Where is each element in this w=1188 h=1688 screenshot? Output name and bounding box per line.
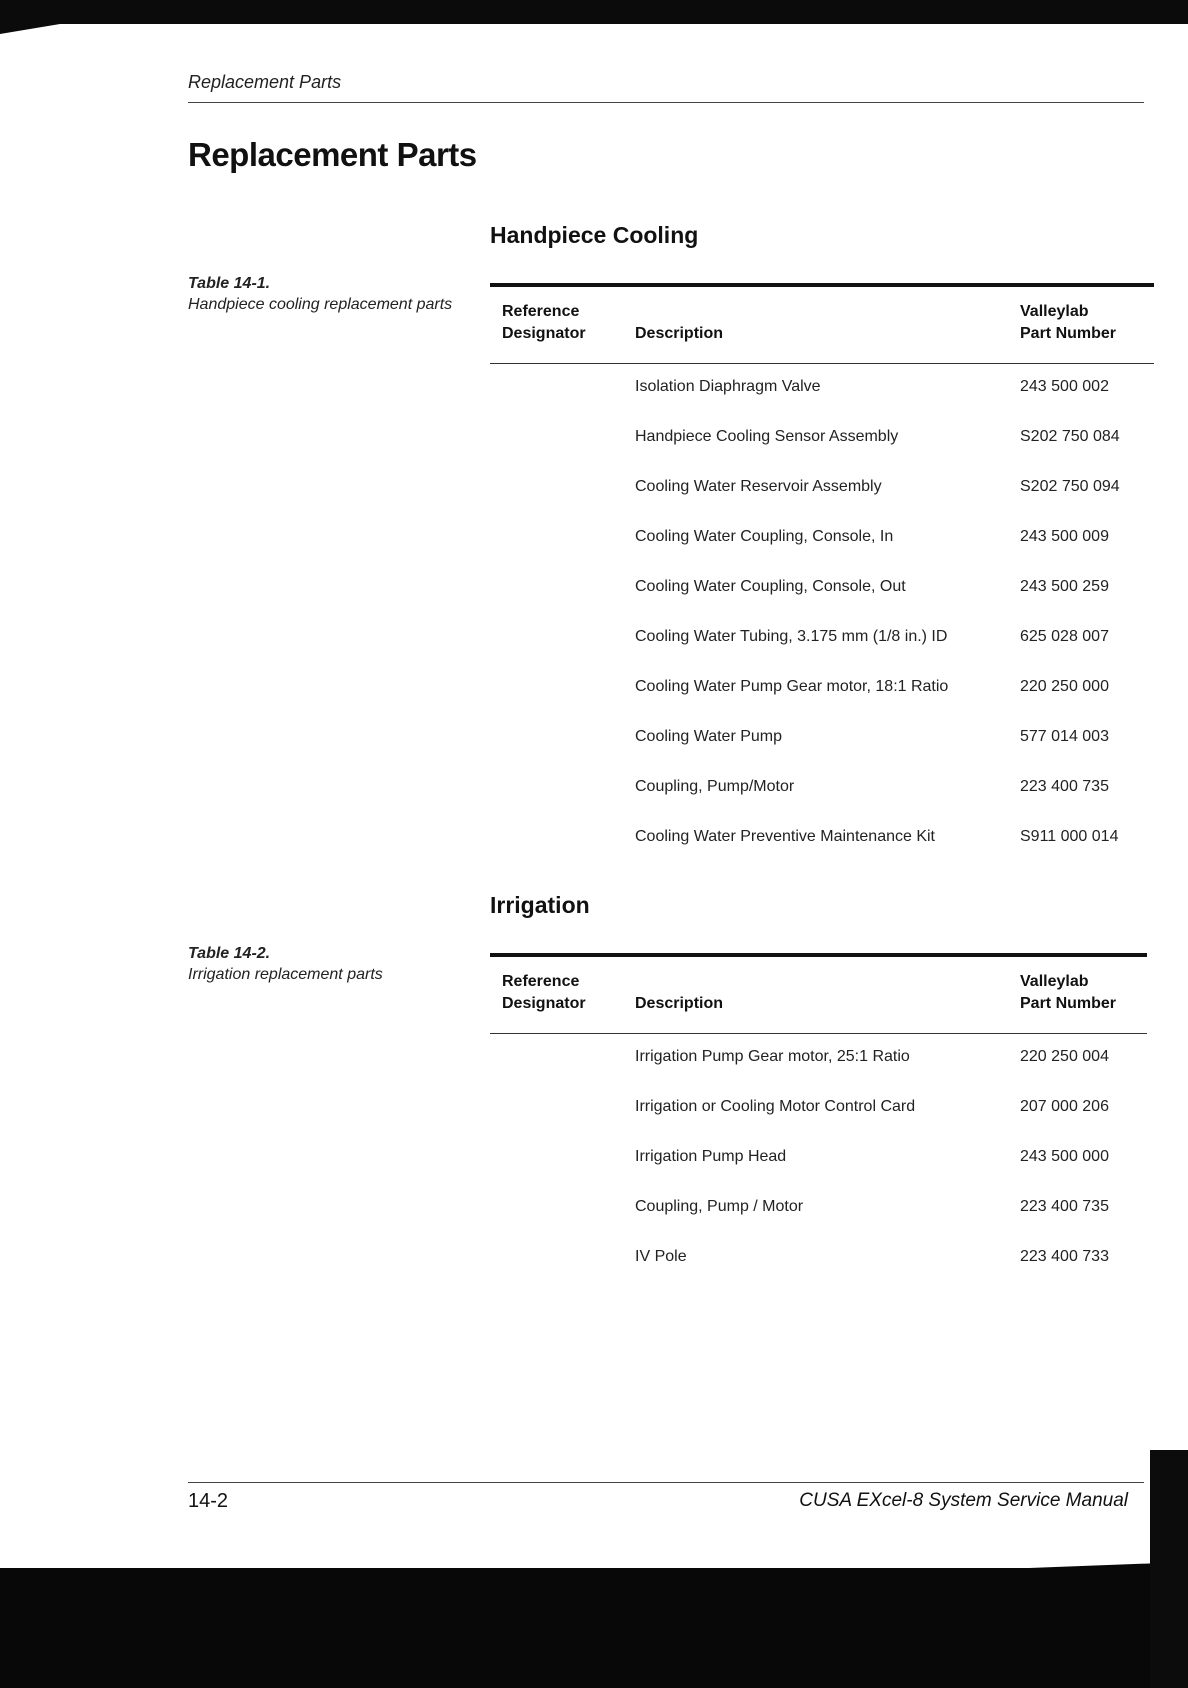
cell-part-number: 243 500 259 — [1020, 578, 1109, 595]
parts-table-irrigation — [490, 953, 1147, 1288]
table-body — [490, 364, 1154, 868]
caption-number: Table 14-1. — [188, 275, 271, 292]
cell-part-number: 577 014 003 — [1020, 728, 1109, 745]
cell-part-number: 625 028 007 — [1020, 628, 1109, 645]
cell-description: Cooling Water Reservoir Assembly — [635, 478, 882, 495]
section-title-handpiece-cooling: Handpiece Cooling — [490, 222, 699, 248]
cell-description: Cooling Water Coupling, Console, In — [635, 528, 894, 545]
cell-part-number: 243 500 009 — [1020, 528, 1109, 545]
cell-description: Cooling Water Pump — [635, 728, 783, 745]
header-rule — [188, 102, 1144, 103]
cell-part-number: 223 400 735 — [1020, 1198, 1109, 1215]
cell-description: Coupling, Pump/Motor — [635, 778, 795, 795]
cell-part-number: 243 500 002 — [1020, 378, 1109, 395]
table-row — [490, 818, 1154, 868]
cell-description: Cooling Water Tubing, 3.175 mm (1/8 in.) ID — [635, 628, 948, 645]
table-row — [490, 718, 1154, 768]
column-header-part-number: Valleylab Part Number — [1020, 303, 1117, 342]
cell-description: Handpiece Cooling Sensor Assembly — [635, 428, 899, 445]
table-row — [490, 1088, 1147, 1138]
scan-border-bottom — [0, 1568, 1188, 1688]
table-header — [490, 957, 1147, 1033]
column-header-reference: Reference Designator — [502, 973, 586, 1012]
cell-part-number: S202 750 094 — [1020, 478, 1120, 495]
table-caption-14-1 — [188, 273, 468, 315]
table-row — [490, 668, 1154, 718]
scan-border-top — [0, 0, 1188, 24]
table-row — [490, 1138, 1147, 1188]
cell-description: Irrigation Pump Gear motor, 25:1 Ratio — [635, 1048, 910, 1065]
column-header-description: Description — [635, 325, 724, 342]
scan-border-top-tail — [0, 24, 60, 34]
cell-description: Cooling Water Preventive Maintenance Kit — [635, 828, 935, 845]
cell-description: Irrigation or Cooling Motor Control Card — [635, 1098, 916, 1115]
column-header-reference: Reference Designator — [502, 303, 586, 342]
cell-description: Cooling Water Pump Gear motor, 18:1 Ratio — [635, 678, 949, 695]
cell-description: IV Pole — [635, 1248, 687, 1265]
cell-part-number: 223 400 733 — [1020, 1248, 1109, 1265]
scan-border-right — [1150, 1450, 1188, 1688]
parts-table-handpiece-cooling — [490, 283, 1154, 868]
page-number: 14-2 — [188, 1490, 229, 1512]
column-header-description: Description — [635, 995, 724, 1012]
cell-part-number: 220 250 000 — [1020, 678, 1109, 695]
table-row — [490, 468, 1154, 518]
running-header: Replacement Parts — [188, 72, 342, 92]
cell-description: Coupling, Pump / Motor — [635, 1198, 804, 1215]
cell-part-number: 220 250 004 — [1020, 1048, 1109, 1065]
table-row — [490, 768, 1154, 818]
cell-description: Isolation Diaphragm Valve — [635, 378, 821, 395]
cell-part-number: S911 000 014 — [1020, 828, 1119, 845]
table-row — [490, 1188, 1147, 1238]
table-row — [490, 1238, 1147, 1288]
cell-part-number: 207 000 206 — [1020, 1098, 1109, 1115]
caption-text: Irrigation replacement parts — [188, 966, 383, 983]
table-row — [490, 1038, 1147, 1088]
table-row — [490, 568, 1154, 618]
manual-title: CUSA EXcel-8 System Service Manual — [799, 1490, 1128, 1511]
table-row — [490, 618, 1154, 668]
table-row — [490, 368, 1154, 418]
table-header — [490, 287, 1154, 363]
caption-number: Table 14-2. — [188, 945, 271, 962]
table-row — [490, 518, 1154, 568]
table-body — [490, 1034, 1147, 1288]
cell-part-number: S202 750 084 — [1020, 428, 1120, 445]
table-row — [490, 418, 1154, 468]
cell-part-number: 223 400 735 — [1020, 778, 1109, 795]
section-title-irrigation: Irrigation — [490, 892, 590, 918]
footer-rule — [188, 1482, 1144, 1483]
table-caption-14-2 — [188, 943, 468, 985]
cell-part-number: 243 500 000 — [1020, 1148, 1109, 1165]
cell-description: Cooling Water Coupling, Console, Out — [635, 578, 906, 595]
cell-description: Irrigation Pump Head — [635, 1148, 787, 1165]
page-title: Replacement Parts — [188, 136, 477, 173]
caption-text: Handpiece cooling replacement parts — [188, 296, 453, 313]
column-header-part-number: Valleylab Part Number — [1020, 973, 1117, 1012]
